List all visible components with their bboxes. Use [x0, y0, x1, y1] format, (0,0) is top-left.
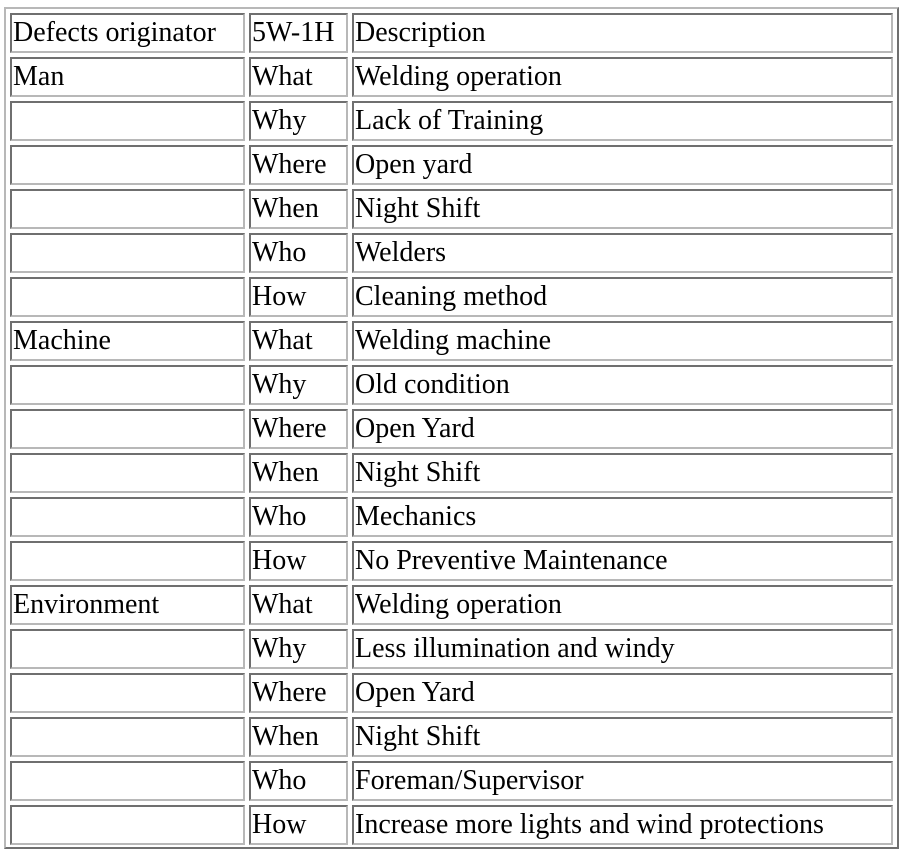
question-cell: When	[249, 453, 348, 493]
table-header-row	[10, 13, 893, 53]
description-cell: Less illumination and windy	[352, 629, 893, 669]
table-row	[10, 189, 893, 229]
question-cell: Where	[249, 409, 348, 449]
question-cell: Who	[249, 497, 348, 537]
question-cell: Where	[249, 145, 348, 185]
question-cell: How	[249, 541, 348, 581]
originator-cell: Environment	[10, 585, 245, 625]
question-cell: Where	[249, 673, 348, 713]
description-cell: Foreman/Supervisor	[352, 761, 893, 801]
defects-table-frame	[4, 7, 899, 849]
defects-5w1h-table	[6, 9, 897, 849]
originator-cell	[10, 761, 245, 801]
description-cell: Lack of Training	[352, 101, 893, 141]
description-cell: Night Shift	[352, 717, 893, 757]
originator-cell: Man	[10, 57, 245, 97]
question-cell: What	[249, 321, 348, 361]
table-row	[10, 101, 893, 141]
header-5w1h: 5W-1H	[249, 13, 348, 53]
description-cell: Night Shift	[352, 189, 893, 229]
question-cell: When	[249, 717, 348, 757]
question-cell: What	[249, 57, 348, 97]
originator-cell	[10, 233, 245, 273]
originator-cell	[10, 541, 245, 581]
table-row	[10, 541, 893, 581]
originator-cell	[10, 365, 245, 405]
header-description: Description	[352, 13, 893, 53]
question-cell: Who	[249, 233, 348, 273]
description-cell: Open Yard	[352, 409, 893, 449]
table-row	[10, 145, 893, 185]
table-row	[10, 673, 893, 713]
originator-cell	[10, 189, 245, 229]
description-cell: Open Yard	[352, 673, 893, 713]
originator-cell	[10, 629, 245, 669]
originator-cell: Machine	[10, 321, 245, 361]
question-cell: Why	[249, 365, 348, 405]
description-cell: Cleaning method	[352, 277, 893, 317]
table-row	[10, 585, 893, 625]
originator-cell	[10, 145, 245, 185]
table-row	[10, 629, 893, 669]
question-cell: How	[249, 805, 348, 845]
originator-cell	[10, 497, 245, 537]
originator-cell	[10, 101, 245, 141]
question-cell: Why	[249, 629, 348, 669]
originator-cell	[10, 409, 245, 449]
description-cell: Old condition	[352, 365, 893, 405]
table-row	[10, 805, 893, 845]
table-row	[10, 365, 893, 405]
description-cell: Increase more lights and wind protections	[352, 805, 893, 845]
table-row	[10, 277, 893, 317]
table-row	[10, 761, 893, 801]
table-row	[10, 497, 893, 537]
table-row	[10, 453, 893, 493]
question-cell: Why	[249, 101, 348, 141]
table-row	[10, 233, 893, 273]
table-body	[10, 13, 893, 845]
description-cell: Mechanics	[352, 497, 893, 537]
question-cell: When	[249, 189, 348, 229]
originator-cell	[10, 805, 245, 845]
description-cell: Welding operation	[352, 585, 893, 625]
header-defects-originator: Defects originator	[10, 13, 245, 53]
table-row	[10, 57, 893, 97]
originator-cell	[10, 717, 245, 757]
description-cell: Night Shift	[352, 453, 893, 493]
table-row	[10, 409, 893, 449]
originator-cell	[10, 453, 245, 493]
description-cell: Welding operation	[352, 57, 893, 97]
description-cell: Welding machine	[352, 321, 893, 361]
table-row	[10, 717, 893, 757]
originator-cell	[10, 277, 245, 317]
originator-cell	[10, 673, 245, 713]
description-cell: Welders	[352, 233, 893, 273]
question-cell: What	[249, 585, 348, 625]
description-cell: Open yard	[352, 145, 893, 185]
question-cell: Who	[249, 761, 348, 801]
description-cell: No Preventive Maintenance	[352, 541, 893, 581]
question-cell: How	[249, 277, 348, 317]
table-row	[10, 321, 893, 361]
